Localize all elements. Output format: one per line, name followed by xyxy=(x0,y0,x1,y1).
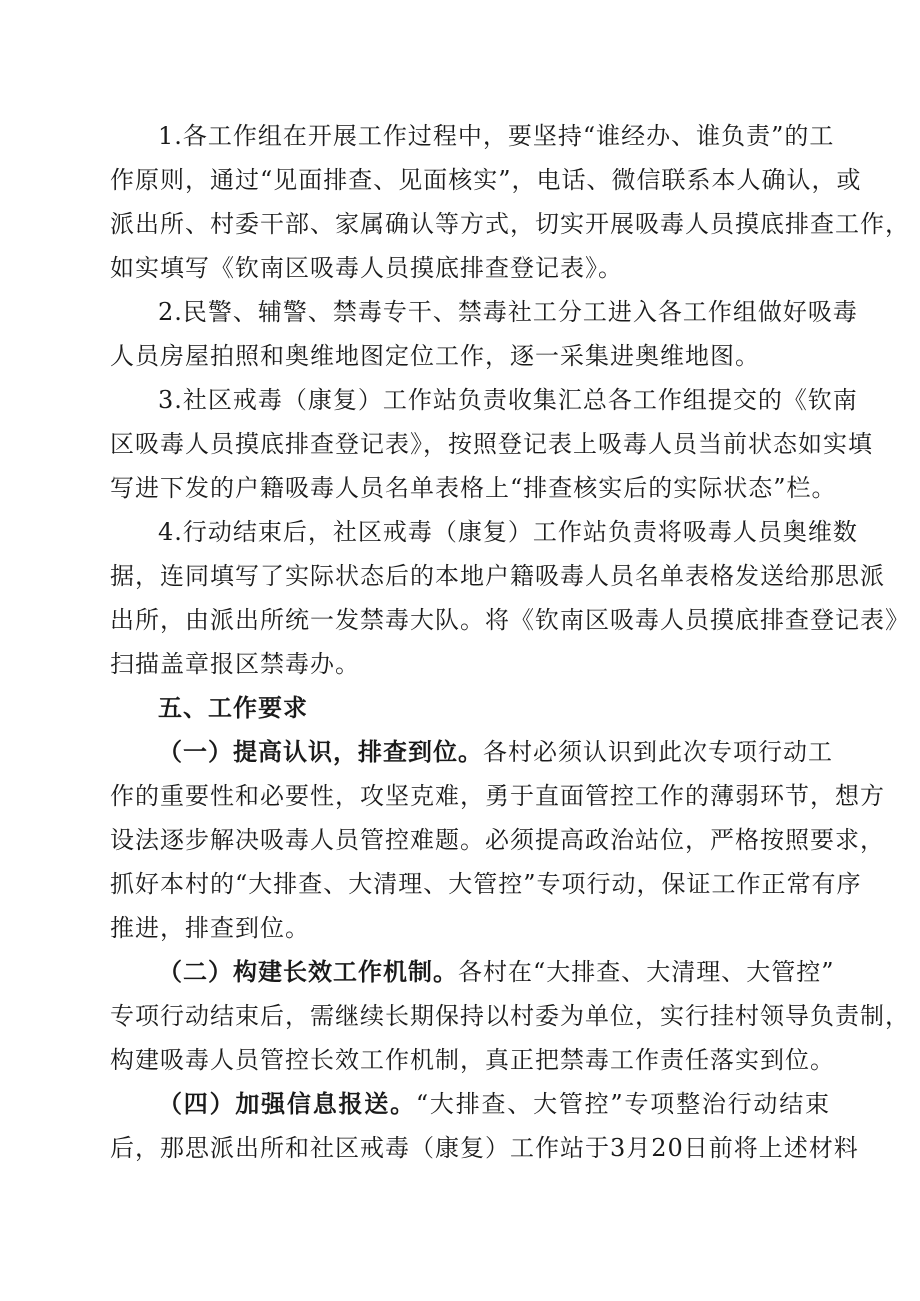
requirement-2-line-3: 构建吸毒人员管控长效工作机制，真正把禁毒工作责任落实到位。 xyxy=(110,1046,835,1074)
paragraph-3-line-1: 3.社区戒毒（康复）工作站负责收集汇总各工作组提交的《钦南 xyxy=(158,386,858,414)
requirement-1-line-3: 设法逐步解决吸毒人员管控难题。必须提高政治站位，严格按照要求， xyxy=(110,826,885,854)
paragraph-1-line-1: 1.各工作组在开展工作过程中，要坚持“谁经办、谁负责”的工 xyxy=(158,122,835,150)
requirement-4-line-1 xyxy=(110,1082,830,1126)
paragraph-4-line-3: 出所，由派出所统一发禁毒大队。将《钦南区吸毒人员摸底排查登记表》 xyxy=(110,606,910,634)
paragraph-4-line-1: 4.行动结束后，社区戒毒（康复）工作站负责将吸毒人员奥维数 xyxy=(158,518,858,546)
requirement-1-line-4: 抓好本村的“大排查、大清理、大管控”专项行动，保证工作正常有序 xyxy=(110,870,862,898)
paragraph-2-line-1: 2.民警、辅警、禁毒专干、禁毒社工分工进入各工作组做好吸毒 xyxy=(158,298,858,326)
requirement-4-first-text: “大排查、大管控”专项整治行动结束 xyxy=(415,1090,830,1118)
document-body xyxy=(110,114,910,1170)
requirement-4-line-2: 后，那思派出所和社区戒毒（康复）工作站于3月20日前将上述材料 xyxy=(110,1134,859,1162)
paragraph-3-line-3: 写进下发的户籍吸毒人员名单表格上“排查核实后的实际状态”栏。 xyxy=(110,474,837,502)
requirement-2-first-text: 各村在“大排查、大清理、大管控” xyxy=(458,958,835,986)
paragraph-4-line-2: 据，连同填写了实际状态后的本地户籍吸毒人员名单表格发送给那思派 xyxy=(110,562,885,590)
requirement-1-line-5: 推进，排查到位。 xyxy=(110,914,310,942)
paragraph-1-line-2: 作原则，通过“见面排查、见面核实”，电话、微信联系本人确认，或 xyxy=(110,166,862,194)
requirement-1-line-2: 作的重要性和必要性，攻坚克难，勇于直面管控工作的薄弱环节，想方 xyxy=(110,782,885,810)
requirement-1-line-1 xyxy=(110,730,833,774)
paragraph-2-line-2: 人员房屋拍照和奥维地图定位工作，逐一采集进奥维地图。 xyxy=(110,342,760,370)
paragraph-1-line-3: 派出所、村委干部、家属确认等方式，切实开展吸毒人员摸底排查工作， xyxy=(110,210,910,238)
paragraph-4-line-4: 扫描盖章报区禁毒办。 xyxy=(110,650,360,678)
requirement-2-line-2: 专项行动结束后，需继续长期保持以村委为单位，实行挂村领导负责制， xyxy=(110,1002,910,1030)
section-heading: 五、工作要求 xyxy=(158,693,308,722)
paragraph-1-line-4: 如实填写《钦南区吸毒人员摸底排查登记表》。 xyxy=(110,254,623,282)
requirement-4-title: （四）加强信息报送。 xyxy=(158,1089,416,1118)
requirement-1-first-text: 各村必须认识到此次专项行动工 xyxy=(483,738,833,766)
requirement-2-line-1 xyxy=(110,950,835,994)
requirement-1-title: （一）提高认识，排查到位。 xyxy=(158,737,483,766)
requirement-2-title: （二）构建长效工作机制。 xyxy=(158,957,458,986)
paragraph-3-line-2: 区吸毒人员摸底排查登记表》，按照登记表上吸毒人员当前状态如实填 xyxy=(110,430,873,458)
